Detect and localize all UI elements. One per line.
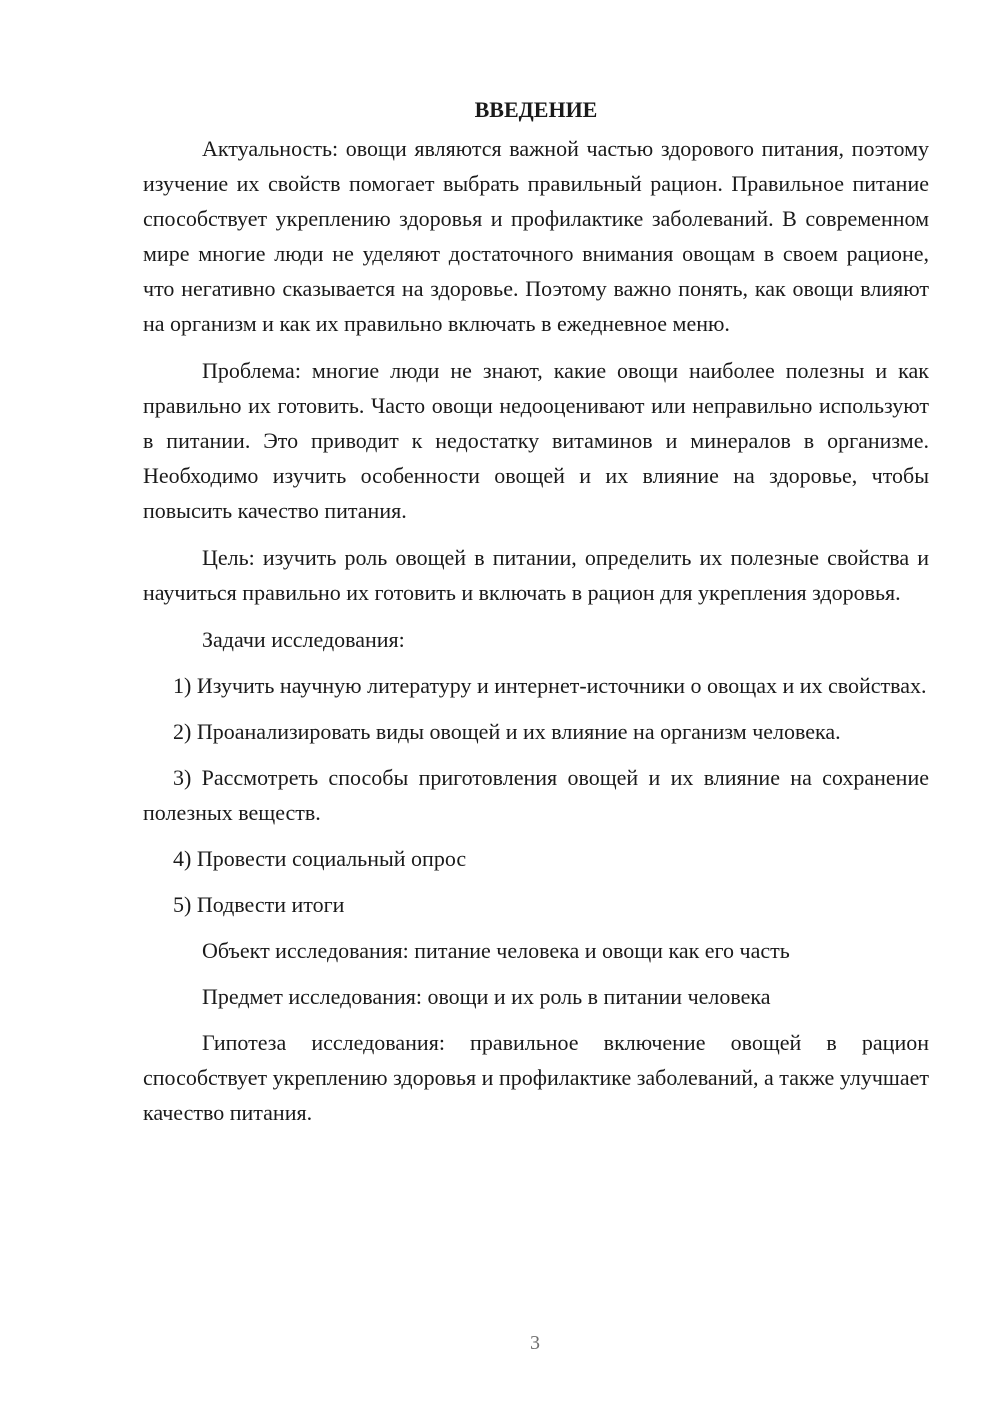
relevance-paragraph: Актуальность: овощи являются важной частью здорового питания, поэтому изучение их свойств помогает выбрать правильный рацион. Правильное питание способствует укреплению здоровья и профилактике заболеваний. В современном мире многие люди не уделяют достаточного внимания овощам в своем рационе, что негативно сказывается на здоровье. Поэтому важно понять, как овощи влияют на организм и как их правильно включать в ежедневное меню. — [143, 136, 929, 336]
task-item: 2) Проанализировать виды овощей и их влияние на организм человека. — [173, 719, 841, 744]
page-number: 3 — [530, 1332, 540, 1354]
tasks-heading: Задачи исследования: — [202, 627, 405, 652]
goal-paragraph: Цель: изучить роль овощей в питании, определить их полезные свойства и научиться правильно их готовить и включать в рацион для укрепления здоровья. — [143, 545, 929, 605]
document-page — [143, 92, 929, 1142]
task-item: 4) Провести социальный опрос — [173, 846, 467, 871]
task-item: 3) Рассмотреть способы приготовления овощей и их влияние на сохранение полезных веществ. — [143, 765, 929, 825]
task-item: 1) Изучить научную литературу и интернет-источники о овощах и их свойствах. — [173, 673, 927, 698]
task-item: 5) Подвести итоги — [173, 892, 345, 917]
problem-paragraph: Проблема: многие люди не знают, какие овощи наиболее полезны и как правильно их готовить. Часто овощи недооценивают или неправильно используют в питании. Это приводит к недостатку витаминов и минералов в организме. Необходимо изучить особенности овощей и их влияние на здоровье, чтобы повысить качество питания. — [143, 358, 929, 523]
page-title: ВВЕДЕНИЕ — [474, 97, 598, 122]
research-object: Объект исследования: питание человека и овощи как его часть — [202, 938, 790, 963]
hypothesis-paragraph: Гипотеза исследования: правильное включение овощей в рацион способствует укреплению здоровья и профилактике заболеваний, а также улучшает качество питания. — [143, 1030, 929, 1125]
research-subject: Предмет исследования: овощи и их роль в питании человека — [202, 984, 771, 1009]
